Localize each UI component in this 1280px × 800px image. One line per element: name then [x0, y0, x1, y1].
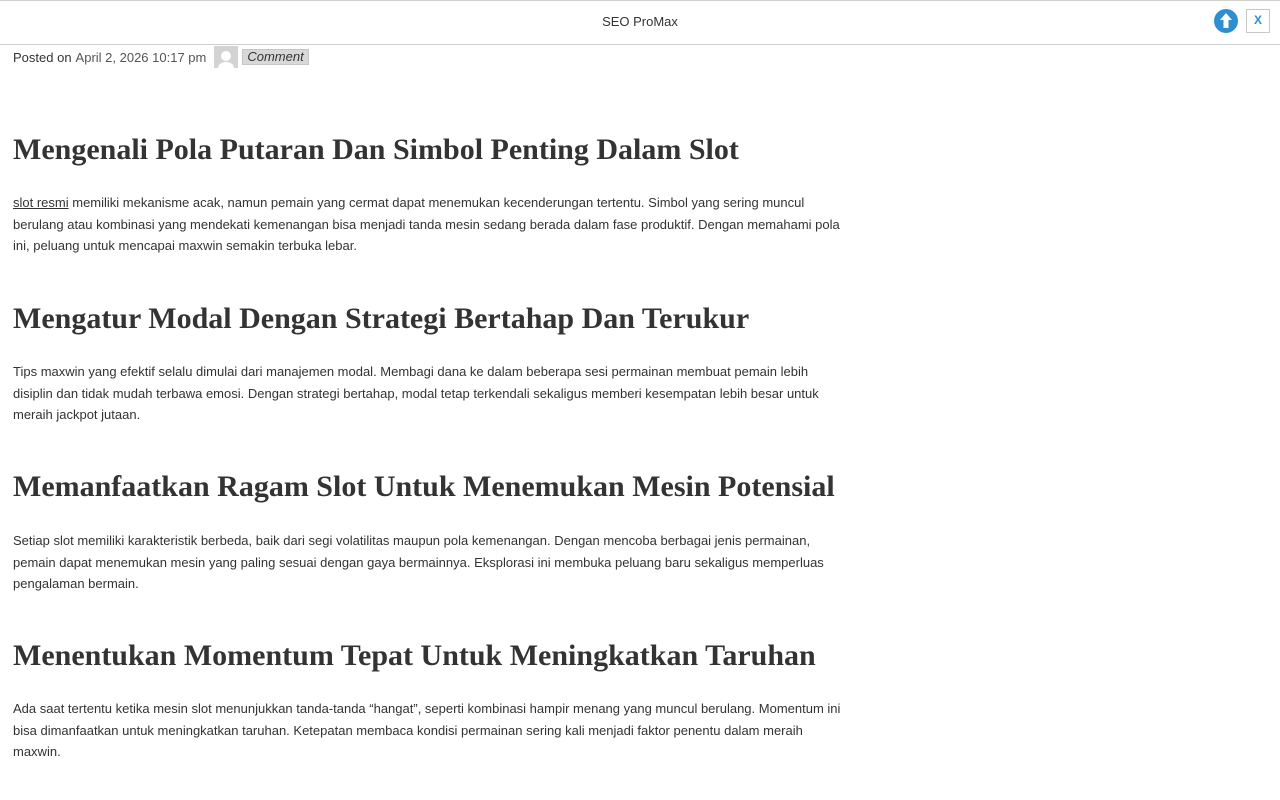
post-date-link[interactable]: April 2, 2026 10:17 pm	[75, 49, 207, 65]
avatar	[214, 46, 238, 68]
top-bar	[0, 0, 1280, 45]
section-paragraph	[13, 192, 843, 257]
section-paragraph: Ada saat tertentu ketika mesin slot menunjukkan tanda-tanda “hangat”, seperti kombinasi hampir menang yang muncul berulang. Momentum ini bisa dimanfaatkan untuk meningkatkan taruhan. Ketepatan membaca kondisi permainan sering kali menjadi faktor penentu dalam meraih maxwin.	[13, 701, 841, 759]
post-meta	[13, 46, 309, 68]
slot-resmi-link[interactable]: slot resmi	[13, 195, 69, 210]
section-heading: Mengenali Pola Putaran Dan Simbol Penting Dalam Slot	[13, 133, 739, 166]
section-heading: Mengatur Modal Dengan Strategi Bertahap Dan Terukur	[13, 302, 750, 335]
scroll-to-top-button[interactable]	[1214, 9, 1238, 33]
close-button[interactable]: X	[1246, 9, 1270, 33]
paragraph-text: memiliki mekanisme acak, namun pemain yang cermat dapat menemukan kecenderungan tertentu. Simbol yang sering muncul berulang atau kombinasi yang mendekati kemenangan bisa menjadi tanda mesin sedang berada dalam fase produktif. Dengan memahami pola ini, peluang untuk mencapai maxwin semakin terbuka lebar.	[13, 195, 840, 253]
section-heading: Memanfaatkan Ragam Slot Untuk Menemukan Mesin Potensial	[13, 470, 835, 503]
site-title: SEO ProMax	[602, 14, 678, 29]
section-heading: Menentukan Momentum Tepat Untuk Meningkatkan Taruhan	[13, 639, 816, 672]
arrow-up-icon	[1214, 9, 1238, 33]
comment-link[interactable]: Comment	[242, 49, 308, 65]
user-avatar-icon	[214, 46, 238, 68]
section-paragraph: Tips maxwin yang efektif selalu dimulai dari manajemen modal. Membagi dana ke dalam beberapa sesi permainan membuat pemain lebih disiplin dan tidak mudah terbawa emosi. Dengan strategi bertahap, modal tetap terkendali sekaligus memberi kesempatan lebih besar untuk meraih jackpot jutaan.	[13, 364, 819, 422]
posted-on-label: Posted on	[13, 49, 72, 65]
section-paragraph: Setiap slot memiliki karakteristik berbeda, baik dari segi volatilitas maupun pola kemenangan. Dengan mencoba berbagai jenis permainan, pemain dapat menemukan mesin yang paling sesuai dengan gaya bermainnya. Eksplorasi ini membuka peluang baru sekaligus memperluas pengalaman bermain.	[13, 533, 824, 591]
